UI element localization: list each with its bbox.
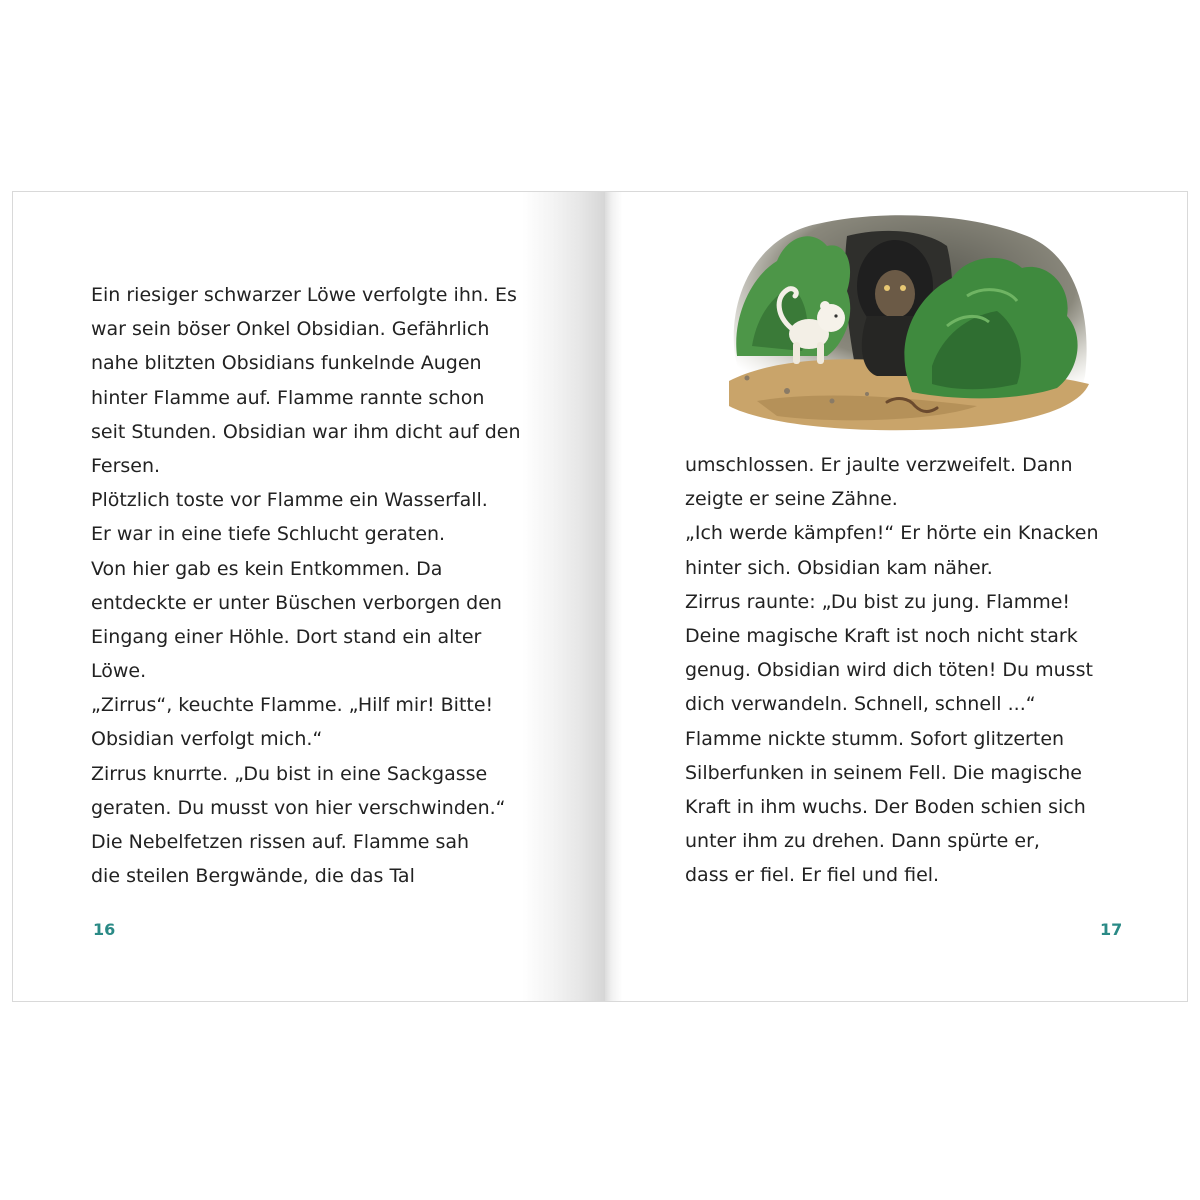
- open-book: [12, 191, 1188, 1002]
- text-line: Obsidian verfolgt mich.“: [91, 728, 323, 751]
- text-line: Eingang einer Höhle. Dort stand ein alter: [91, 625, 482, 648]
- text-line: dich verwandeln. Schnell, schnell ...“: [685, 693, 1036, 716]
- text-line: Fersen.: [91, 454, 161, 477]
- text-line: nahe blitzten Obsidians funkelnde Augen: [91, 352, 482, 375]
- lion-cave-illustration-icon: [717, 206, 1097, 438]
- left-page-text: [91, 278, 521, 893]
- text-line: Deine magische Kraft ist noch nicht stark: [685, 624, 1078, 647]
- text-line: Silberfunken in seinem Fell. Die magische: [685, 761, 1082, 784]
- left-page: [13, 192, 605, 1001]
- text-line: genug. Obsidian wird dich töten! Du musst: [685, 659, 1093, 682]
- page-number-left: 16: [93, 920, 116, 939]
- text-line: zeigte er seine Zähne.: [685, 488, 898, 511]
- text-line: Ein riesiger schwarzer Löwe verfolgte ihn. Es: [91, 284, 517, 306]
- text-line: „Zirrus“, keuchte Flamme. „Hilf mir! Bitte!: [91, 694, 494, 717]
- text-line: umschlossen. Er jaulte verzweifelt. Dann: [685, 454, 1073, 476]
- text-line: geraten. Du musst von hier verschwinden.“: [91, 796, 506, 819]
- text-line: Zirrus knurrte. „Du bist in eine Sackgasse: [91, 762, 488, 785]
- right-page-text: [685, 448, 1098, 892]
- text-line: Flamme nickte stumm. Sofort glitzerten: [685, 727, 1065, 750]
- text-line: Zirrus raunte: „Du bist zu jung. Flamme!: [685, 590, 1071, 613]
- text-line: Von hier gab es kein Entkommen. Da: [91, 557, 443, 580]
- text-line: Er war in eine tiefe Schlucht geraten.: [91, 523, 446, 546]
- right-page: [605, 192, 1187, 1001]
- text-line: seit Stunden. Obsidian war ihm dicht auf den: [91, 420, 521, 443]
- text-line: Plötzlich toste vor Flamme ein Wasserfall.: [91, 489, 488, 512]
- text-line: Kraft in ihm wuchs. Der Boden schien sich: [685, 795, 1086, 818]
- text-line: Die Nebelfetzen rissen auf. Flamme sah: [91, 831, 470, 853]
- text-line: dass er fiel. Er fiel und fiel.: [685, 864, 940, 887]
- text-line: die steilen Bergwände, die das Tal: [91, 865, 415, 888]
- text-line: entdeckte er unter Büschen verborgen den: [91, 591, 502, 614]
- text-line: „Ich werde kämpfen!“ Er hörte ein Knacken: [685, 522, 1099, 545]
- text-line: hinter sich. Obsidian kam näher.: [685, 556, 993, 579]
- text-line: hinter Flamme auf. Flamme rannte schon: [91, 386, 485, 409]
- text-line: unter ihm zu drehen. Dann spürte er,: [685, 830, 1040, 853]
- text-line: Löwe.: [91, 660, 147, 683]
- page-number-right: 17: [1100, 920, 1123, 939]
- text-line: war sein böser Onkel Obsidian. Gefährlich: [91, 318, 490, 341]
